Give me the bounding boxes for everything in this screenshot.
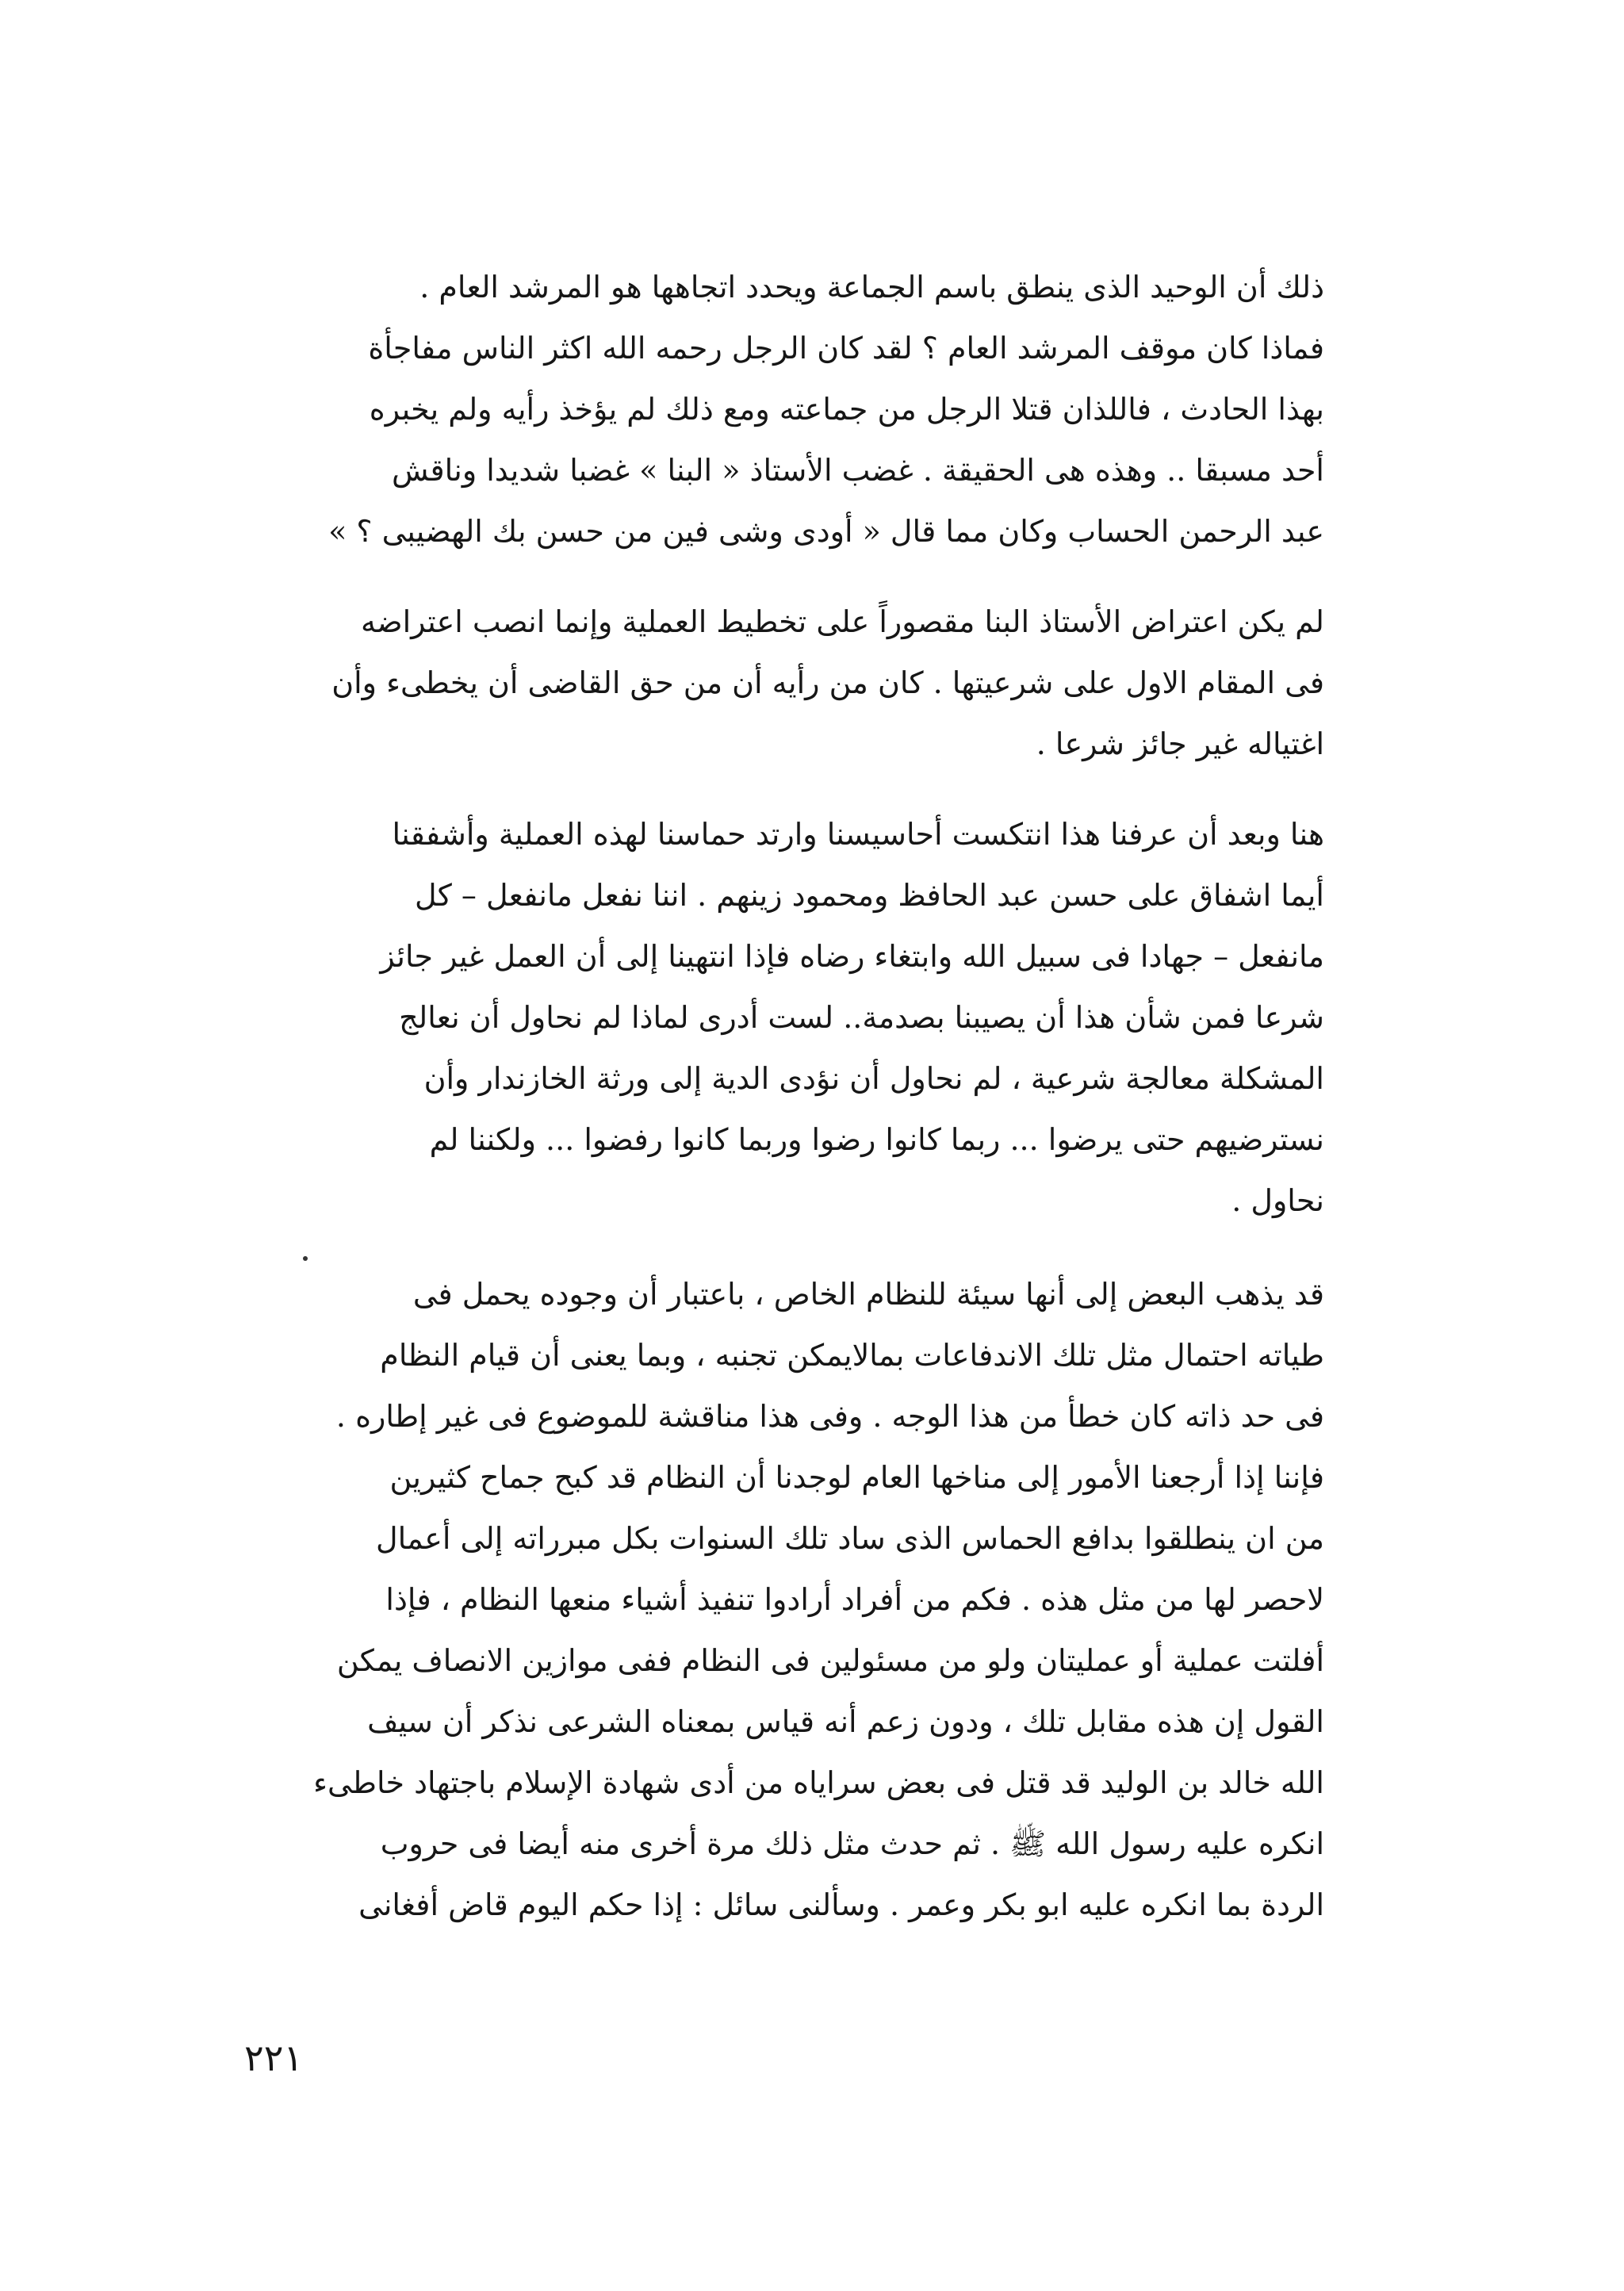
- text-line: شرعا فمن شأن هذا أن يصيبنا بصدمة.. لست أدرى لماذا لم نحاول أن نعالج: [399, 1000, 1324, 1035]
- text-line: لاحصر لها من مثل هذه . فكم من أفراد أرادوا تنفيذ أشياء منعها النظام ، فإذا: [385, 1582, 1324, 1617]
- text-line: نسترضيهم حتى يرضوا ... ربما كانوا رضوا وربما كانوا رفضوا ... ولكننا لم: [429, 1122, 1324, 1157]
- text-line: هنا وبعد أن عرفنا هذا انتكست أحاسيسنا وارتد حماسنا لهذه العملية وأشفقنا: [392, 817, 1324, 852]
- text-line: الله خالد بن الوليد قد قتل فى بعض سراياه من أدى شهادة الإسلام باجتهاد خاطىء: [313, 1765, 1324, 1800]
- text-line: أفلتت عملية أو عمليتان ولو من مسئولين فى النظام ففى موازين الانصاف يمكن: [336, 1643, 1324, 1678]
- text-line: فإننا إذا أرجعنا الأمور إلى مناخها العام لوجدنا أن النظام قد كبح جماح كثيرين: [389, 1460, 1324, 1495]
- text-line: طياته احتمال مثل تلك الاندفاعات بمالايمكن تجنبه ، وبما يعنى أن قيام النظام: [380, 1338, 1324, 1373]
- text-line: من ان ينطلقوا بدافع الحماس الذى ساد تلك السنوات بكل مبرراته إلى أعمال: [376, 1521, 1324, 1556]
- text-line: لم يكن اعتراض الأستاذ البنا مقصوراً على تخطيط العملية وإنما انصب اعتراضه: [360, 604, 1324, 639]
- text-line: أيما اشفاق على حسن عبد الحافظ ومحمود زينهم . اننا نفعل مانفعل – كل: [414, 878, 1324, 913]
- text-line: أحد مسبقا .. وهذه هى الحقيقة . غضب الأستاذ « البنا » غضبا شديدا وناقش: [392, 453, 1324, 488]
- page-number: ٢٢١: [244, 2036, 304, 2079]
- text-line: فى حد ذاته كان خطأ من هذا الوجه . وفى هذا مناقشة للموضوع فى غير إطاره .: [335, 1399, 1324, 1434]
- text-line: المشكلة معالجة شرعية ، لم نحاول أن نؤدى الدية إلى ورثة الخازندار وأن: [423, 1061, 1324, 1096]
- text-line: فى المقام الاول على شرعيتها . كان من رأيه أن من حق القاضى أن يخطىء وأن: [331, 665, 1324, 700]
- text-line: اغتياله غير جائز شرعا .: [1036, 726, 1324, 761]
- text-line: عبد الرحمن الحساب وكان مما قال « أودى وشى فين من حسن بك الهضيبى ؟ »: [328, 514, 1324, 549]
- text-line: فماذا كان موقف المرشد العام ؟ لقد كان الرجل رحمه الله اكثر الناس مفاجأة: [368, 331, 1324, 366]
- stray-mark: [303, 1256, 308, 1261]
- text-line: انكره عليه رسول الله ﷺ . ثم حدث مثل ذلك مرة أخرى منه أيضا فى حروب: [380, 1826, 1324, 1861]
- paragraph-2: [301, 596, 1324, 780]
- paragraph-3: [301, 809, 1324, 1236]
- text-line: ذلك أن الوحيد الذى ينطق باسم الجماعة ويحدد اتجاهها هو المرشد العام .: [419, 270, 1324, 305]
- text-line: نحاول .: [1231, 1183, 1324, 1218]
- paragraph-1: [301, 262, 1324, 567]
- text-line: بهذا الحادث ، فاللذان قتلا الرجل من جماعته ومع ذلك لم يؤخذ رأيه ولم يخبره: [369, 392, 1324, 427]
- text-line: مانفعل – جهادا فى سبيل الله وابتغاء رضاه فإذا انتهينا إلى أن العمل غير جائز: [380, 939, 1324, 974]
- text-line: القول إن هذه مقابل تلك ، ودون زعم أنه قياس بمعناه الشرعى نذكر أن سيف: [367, 1704, 1324, 1739]
- text-line: قد يذهب البعض إلى أنها سيئة للنظام الخاص ، باعتبار أن وجوده يحمل فى: [412, 1277, 1324, 1312]
- paragraph-4: [301, 1269, 1324, 1940]
- text-line: الردة بما انكره عليه ابو بكر وعمر . وسألنى سائل : إذا حكم اليوم قاض أفغانى: [358, 1887, 1324, 1922]
